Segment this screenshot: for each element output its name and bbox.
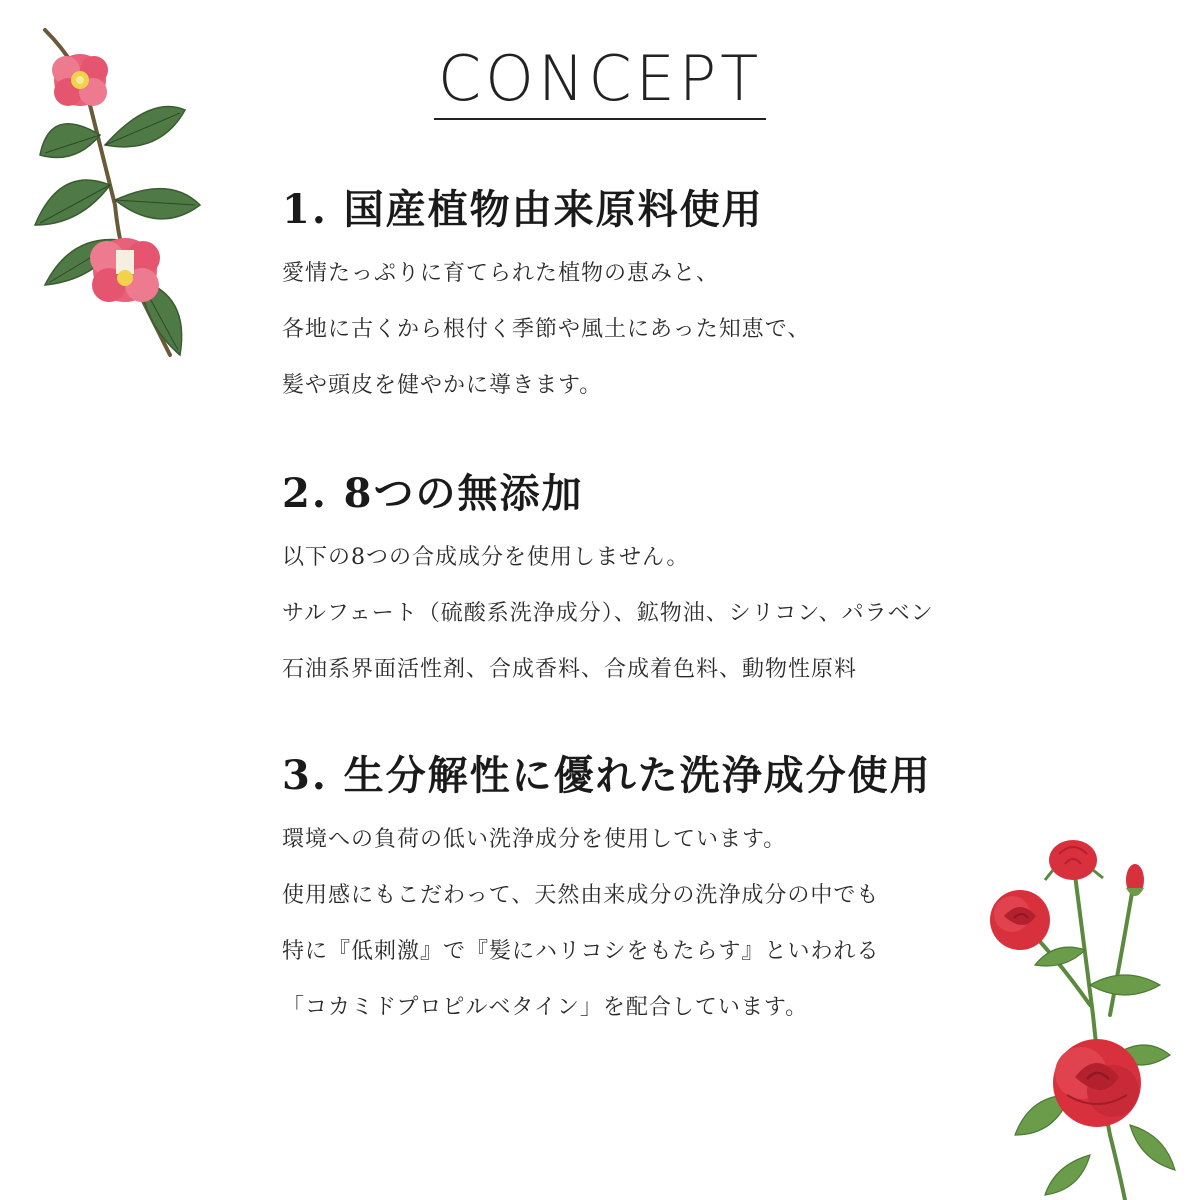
concept-section-1 xyxy=(282,186,1142,414)
section-text-line: 環境への負荷の低い洗浄成分を使用しています。 xyxy=(282,827,787,852)
page-title: CONCEPT xyxy=(434,38,766,120)
camellia-illustration xyxy=(20,25,220,365)
section-text-line: サルフェート（硫酸系洗浄成分）、鉱物油、シリコン、パラベン xyxy=(282,601,934,626)
section-heading: 2. 8つの無添加 xyxy=(282,470,584,517)
section-text-line: 髪や頭皮を健やかに導きます。 xyxy=(282,373,603,398)
section-heading: 3. 生分解性に優れた洗浄成分使用 xyxy=(282,752,932,799)
section-heading: 1. 国産植物由来原料使用 xyxy=(282,186,764,233)
section-text-line: 各地に古くから根付く季節や風土にあった知恵で、 xyxy=(282,317,811,342)
section-text-line: 以下の8つの合成成分を使用しません。 xyxy=(282,545,690,570)
concept-section-2 xyxy=(282,470,1142,698)
section-text-line: 愛情たっぷりに育てられた植物の恵みと、 xyxy=(282,261,720,286)
section-text-line: 「コカミドプロピルベタイン」を配合しています。 xyxy=(282,995,809,1020)
section-text-line: 使用感にもこだわって、天然由来成分の洗浄成分の中でも xyxy=(282,883,880,908)
section-text-line: 石油系界面活性剤、合成香料、合成着色料、動物性原料 xyxy=(282,657,858,682)
section-text-line: 特に『低刺激』で『髪にハリコシをもたらす』といわれる xyxy=(282,939,880,964)
rose-illustration xyxy=(975,835,1200,1200)
